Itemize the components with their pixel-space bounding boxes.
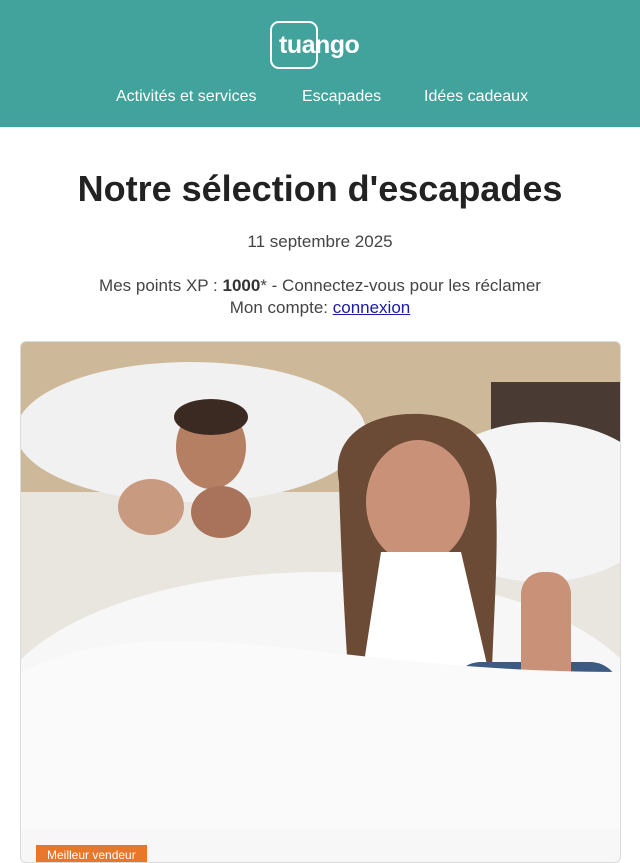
account-prefix: Mon compte: — [229, 298, 333, 317]
login-link[interactable]: connexion — [332, 298, 411, 317]
account-line — [0, 298, 640, 318]
main-nav — [0, 88, 640, 108]
nav-idees-cadeaux[interactable]: Idées cadeaux — [424, 88, 529, 105]
nav-activites-services[interactable]: Activités et services — [116, 88, 257, 105]
logo-text: tuango — [279, 31, 360, 59]
family-bed-image-icon — [21, 342, 620, 829]
nav-escapades[interactable]: Escapades — [302, 88, 382, 105]
xp-suffix: * - Connectez-vous pour les réclamer — [260, 276, 541, 295]
page-title: Notre sélection d'escapades — [77, 168, 563, 209]
tuango-logo[interactable] — [270, 21, 360, 73]
newsletter-date: 11 septembre 2025 — [247, 232, 393, 251]
best-seller-badge: Meilleur vendeur — [36, 845, 147, 863]
xp-prefix: Mes points XP : — [99, 276, 223, 295]
offer-photo[interactable] — [21, 342, 620, 829]
xp-points-line — [0, 276, 640, 296]
offer-card[interactable] — [20, 341, 621, 863]
email-header — [0, 0, 640, 127]
xp-value: 1000 — [222, 276, 261, 295]
